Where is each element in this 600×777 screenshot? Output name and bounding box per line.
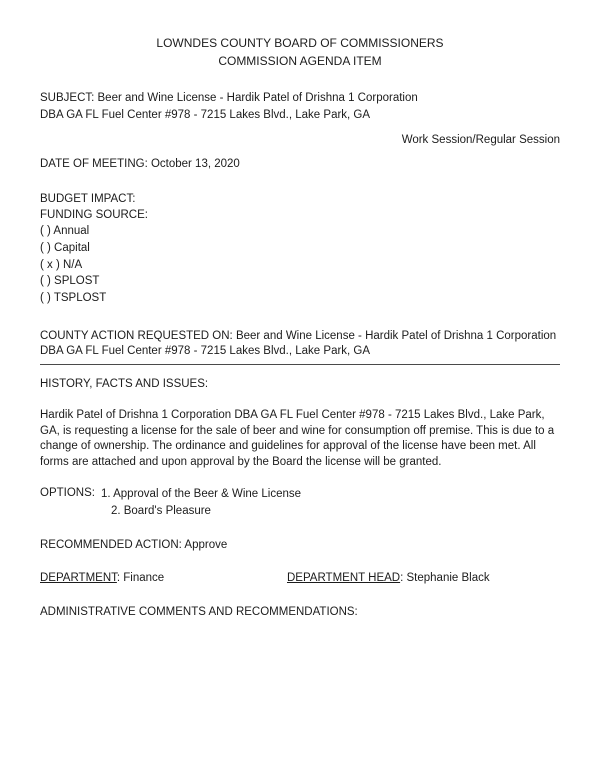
funding-option-capital: ( ) Capital bbox=[40, 242, 90, 255]
header-line-1: LOWNDES COUNTY BOARD OF COMMISSIONERS bbox=[156, 36, 444, 50]
history-facts-label: HISTORY, FACTS AND ISSUES: bbox=[40, 377, 209, 390]
budget-impact-label: BUDGET IMPACT: bbox=[40, 193, 136, 206]
department-value: : Finance bbox=[116, 572, 165, 585]
funding-option-splost: ( ) SPLOST bbox=[40, 275, 100, 288]
session-type: Work Session/Regular Session bbox=[401, 134, 560, 147]
funding-option-na: ( x ) N/A bbox=[40, 258, 83, 271]
funding-options-list bbox=[40, 223, 560, 306]
county-action-requested: COUNTY ACTION REQUESTED ON: Beer and Wine License - Hardik Patel of Drishna 1 Corporation DBA GA FL Fuel Center #978 - 7215 Lakes Blvd., Lake Park, GA bbox=[40, 329, 560, 365]
subject-line-1: SUBJECT: Beer and Wine License - Hardik Patel of Drishna 1 Corporation bbox=[40, 92, 418, 104]
funding-option-tsplost: ( ) TSPLOST bbox=[40, 292, 107, 305]
recommended-action: RECOMMENDED ACTION: Approve bbox=[40, 538, 228, 551]
administrative-comments-label: ADMINISTRATIVE COMMENTS AND RECOMMENDATIONS: bbox=[40, 605, 358, 618]
funding-source-label: FUNDING SOURCE: bbox=[40, 208, 148, 221]
subject-line-2: DBA GA FL Fuel Center #978 - 7215 Lakes Blvd., Lake Park, GA bbox=[40, 108, 371, 121]
subject-block bbox=[40, 90, 560, 123]
department-head-label: DEPARTMENT HEAD bbox=[287, 572, 401, 585]
department-row bbox=[40, 571, 560, 587]
department-label: DEPARTMENT bbox=[40, 572, 117, 585]
header-line-2: COMMISSION AGENDA ITEM bbox=[218, 54, 382, 68]
option-item-2: 2. Board's Pleasure bbox=[110, 505, 211, 518]
department-head-field bbox=[287, 572, 490, 584]
budget-block bbox=[40, 192, 560, 306]
option-item-1: 1. Approval of the Beer & Wine License bbox=[100, 488, 302, 501]
options-label: OPTIONS: bbox=[40, 487, 95, 500]
funding-option-annual: ( ) Annual bbox=[40, 225, 90, 238]
meeting-date: DATE OF MEETING: October 13, 2020 bbox=[40, 157, 240, 170]
department-head-value: : Stephanie Black bbox=[400, 572, 490, 585]
history-body-paragraph: Hardik Patel of Drishna 1 Corporation DBA GA FL Fuel Center #978 - 7215 Lakes Blvd., Lake Park, GA, is requesting a license for the sale of beer and wine for consumption off premise. This is due to a change of ownership. The ordinance and guidelines for approval of the license have been met. All forms are attached and upon approval by the Board the license will be granted. bbox=[40, 409, 555, 468]
document-header bbox=[40, 34, 560, 70]
options-items bbox=[101, 486, 301, 519]
department-field bbox=[40, 571, 287, 587]
options-block bbox=[40, 486, 560, 519]
